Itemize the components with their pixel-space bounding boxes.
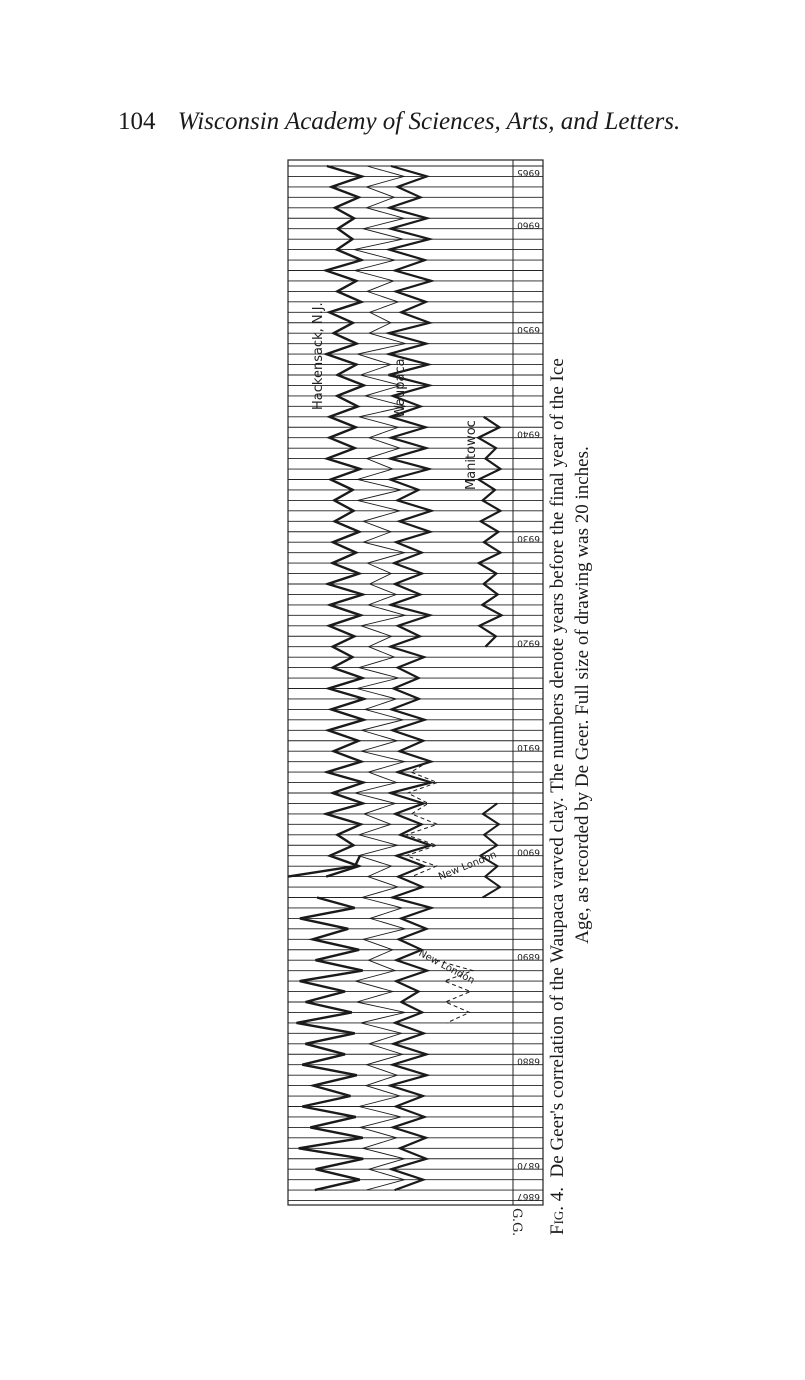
- curve-label-waupaca: Waupaca: [393, 358, 408, 418]
- page-number: 104: [118, 108, 156, 135]
- year-label: 6940: [517, 428, 540, 439]
- curve-label-manitowoc: Manitowoc: [464, 420, 479, 490]
- year-label: 6910: [517, 741, 540, 752]
- figure-label: Fig. 4.: [547, 1186, 568, 1235]
- year-label: 6900: [517, 846, 540, 857]
- journal-title: Wisconsin Academy of Sciences, Arts, and Letters.: [177, 108, 681, 135]
- year-label: 6960: [517, 219, 540, 230]
- caption-line-1: [545, 155, 570, 1235]
- year-label: 6965: [517, 167, 540, 177]
- year-labels: [517, 167, 540, 1201]
- year-label: 6950: [517, 323, 540, 334]
- figure-caption: [545, 155, 615, 1235]
- year-label: 6870: [517, 1159, 540, 1170]
- year-label: 6867: [517, 1191, 540, 1202]
- year-label: 6890: [517, 950, 540, 961]
- curve-label-hackensack: Hackensack, N.J.: [311, 302, 326, 410]
- artist-signature: G.G.: [509, 1208, 524, 1237]
- caption-text-1: De Geer's correlation of the Waupaca varved clay. The numbers denote years before the final year of the Ice: [547, 358, 568, 1178]
- curve-label-new-london-1: New London: [437, 849, 499, 883]
- year-label: 6930: [517, 532, 540, 543]
- year-label: 6880: [517, 1055, 540, 1066]
- year-label: 6920: [517, 637, 540, 648]
- curve-label-new-london-2: New London: [416, 947, 477, 987]
- caption-line-2: Age, as recorded by De Geer. Full size of drawing was 20 inches.: [572, 446, 593, 944]
